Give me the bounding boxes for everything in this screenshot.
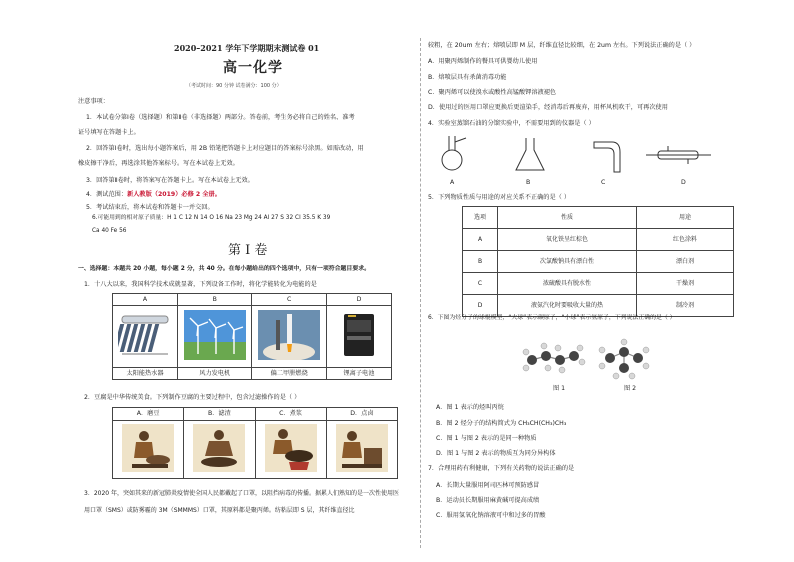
q5-cell: D [463, 295, 498, 317]
q1-option-table [112, 293, 392, 380]
q1-letter: B [178, 294, 252, 306]
q3-option-b: B．熔喷层具有杀菌消毒功能 [428, 74, 507, 81]
q7-option-b: B．运动员长期服用麻黄碱可提高成绩 [436, 497, 540, 504]
q2-option-label: C．煮浆 [255, 408, 326, 421]
q4-letter: B [526, 179, 531, 186]
notice-item4-prefix: 4．测试范围： [86, 191, 128, 198]
atomic-masses-cont: Ca 40 Fe 56 [92, 228, 127, 234]
q5-header: 用途 [637, 207, 734, 229]
q5-cell: A [463, 229, 498, 251]
q3-line1: 3．2020 年，突如其来的新冠肺炎疫情使全国人民都戴起了口罩，以阻挡病毒的传播。据累人们熟知的是一次性使用医 [84, 490, 399, 497]
notice-line: 3．回答第Ⅱ卷时，将答案写在答题卡上。写在本试卷上无效。 [86, 177, 254, 184]
notice-line: 证号填写在答题卡上。 [78, 129, 140, 136]
notice-item4 [86, 191, 221, 199]
q5-header: 性质 [498, 207, 637, 229]
q7-stem: 7．合理用药有利健康，下列有关药物的说法正确的是 [428, 465, 575, 472]
q3-option-c: C．聚丙烯可以使溴水或酸性高锰酸钾溶液褪色 [428, 89, 557, 96]
fig2-label: 图 2 [624, 385, 637, 392]
q5-cell: C [463, 273, 498, 295]
section-roman: 第 Ⅰ 卷 [228, 243, 268, 258]
rocket-launch-image [252, 306, 326, 368]
fig1-label: 图 1 [553, 385, 566, 392]
q1-caption: 锂离子电池 [326, 368, 391, 380]
q5-stem: 5．下列物质性质与用途的对应关系不正确的是（ ） [428, 194, 571, 201]
q1-caption: 偏二甲肼燃烧 [252, 368, 326, 380]
q3-continuation: 较粗，在 20um 左右；熔喷层即 M 层，纤维直径比较细，在 2um 左右。下列说法正确的是（ ） [428, 42, 696, 49]
q4-letter: C [601, 179, 606, 186]
q3-line2: 用口罩（SMS）或防雾霾的 3M（SMMMS）口罩，其原料都是聚丙烯。纺粘层即 S 层，其纤维直径比 [84, 507, 355, 514]
q4-letter: A [450, 179, 455, 186]
q1-letter: A [113, 294, 178, 306]
q3-option-a: A．用聚丙烯制作的餐具可供婴幼儿使用 [428, 58, 538, 65]
wind-turbine-image [178, 306, 252, 368]
q6-option-a: A．图 1 表示的烃叫丙烷 [436, 404, 504, 411]
q2-option-label: B．滤渣 [184, 408, 255, 421]
q5-header: 选项 [463, 207, 498, 229]
q6-option-b: B．图 2 烃分子的结构简式为 CH₃CH(CH₃)CH₃ [436, 420, 567, 427]
atomic-masses: 6.可能用到的相对原子质量：H 1 C 12 N 14 O 16 Na 23 Mg 24 Al 27 S 32 Cl 35.5 K 39 [92, 215, 331, 221]
exam-info: （考试时间：90 分钟 试卷满分：100 分） [186, 83, 282, 89]
subject-title: 高一化学 [223, 60, 283, 76]
q3-option-d: D．使用过的医用口罩应更换后更渲染手，经消毒后再废弃，用杯风机吹干，可再次使用 [428, 104, 668, 111]
q7-option-c: C．服用氢氧化钠溶液可中和过多的胃酸 [436, 512, 546, 519]
q2-option-label: A．磨豆 [113, 408, 184, 421]
q2-option-table [112, 407, 398, 479]
q7-option-a: A．长期大量服用阿司匹林可预防感冒 [436, 482, 540, 489]
q2-option-label: D．点卤 [326, 408, 397, 421]
filtering-image [184, 421, 255, 479]
q1-caption: 风力发电机 [178, 368, 252, 380]
notice-line: 5．考试结束后，将本试卷和答题卡一并交回。 [86, 204, 214, 211]
notice-line: 2．回答第Ⅰ卷时，选出每小题答案后，用 2B 铅笔把答题卡上对应题目的答案标号涂黑。如需改动，用 [86, 145, 364, 152]
ball-stick-models [518, 338, 668, 384]
notice-line: 1．本试卷分第Ⅰ卷（选择题）和第Ⅱ卷（非选择题）两部分。答卷前，考生务必将自己的姓名、准考 [86, 114, 355, 121]
q6-option-c: C．图 1 与图 2 表示的是同一种物质 [436, 435, 537, 442]
q5-cell: 漂白剂 [637, 251, 734, 273]
q1-stem: 1．十八大以来，我国科学技术成就显著，下列设备工作时，将化学能转化为电能的是 [84, 281, 317, 288]
q6-stem: 6．下图为烃分子的球棍模型，“大球”表示碳原子，“小球”表示氢原子，下列说法正确的是（ ） [428, 315, 676, 321]
q1-letter: C [252, 294, 326, 306]
column-divider [420, 38, 421, 548]
test-range: 新人教版（2019）必修 2 全册。 [127, 191, 221, 198]
notice-line: 橡皮擦干净后，再选涂其他答案标号。写在本试卷上无效。 [78, 160, 239, 167]
q5-cell: B [463, 251, 498, 273]
q2-stem: 2．豆腐是中华传统美食。下列制作豆腐的主要过程中，包含过滤操作的是（ ） [84, 394, 301, 401]
q6-option-d: D．图 1 与图 2 表示的物质互为同分异构体 [436, 450, 556, 457]
exam-title: 2020–2021 学年下学期期末测试卷 01 [174, 43, 320, 53]
lithium-battery-image [326, 306, 391, 368]
q5-cell: 氧化铁呈红棕色 [498, 229, 637, 251]
notice-heading: 注意事项： [78, 98, 109, 105]
q5-cell: 液氨汽化时要吸收大量的热 [498, 295, 637, 317]
q5-cell: 次氯酸钠具有漂白性 [498, 251, 637, 273]
q5-table [462, 206, 734, 317]
q5-cell: 浓硫酸具有脱水性 [498, 273, 637, 295]
q4-stem: 4．实验室蒸馏石油的分馏实验中，不需要用到的仪器是（ ） [428, 120, 595, 127]
adding-brine-image [326, 421, 397, 479]
boiling-pulp-image [255, 421, 326, 479]
q5-cell: 干燥剂 [637, 273, 734, 295]
grinding-beans-image [113, 421, 184, 479]
q4-letter: D [681, 179, 686, 186]
solar-heater-image [113, 306, 178, 368]
section-instruction: 一、选择题：本题共 20 小题，每小题 2 分，共 40 分。在每小题给出的四个选项中，只有一项符合题目要求。 [78, 266, 370, 272]
q4-apparatus-figure [436, 132, 716, 178]
q1-caption: 太阳能热水器 [113, 368, 178, 380]
q5-cell: 制冷剂 [637, 295, 734, 317]
q5-cell: 红色涂料 [637, 229, 734, 251]
q1-letter: D [326, 294, 391, 306]
